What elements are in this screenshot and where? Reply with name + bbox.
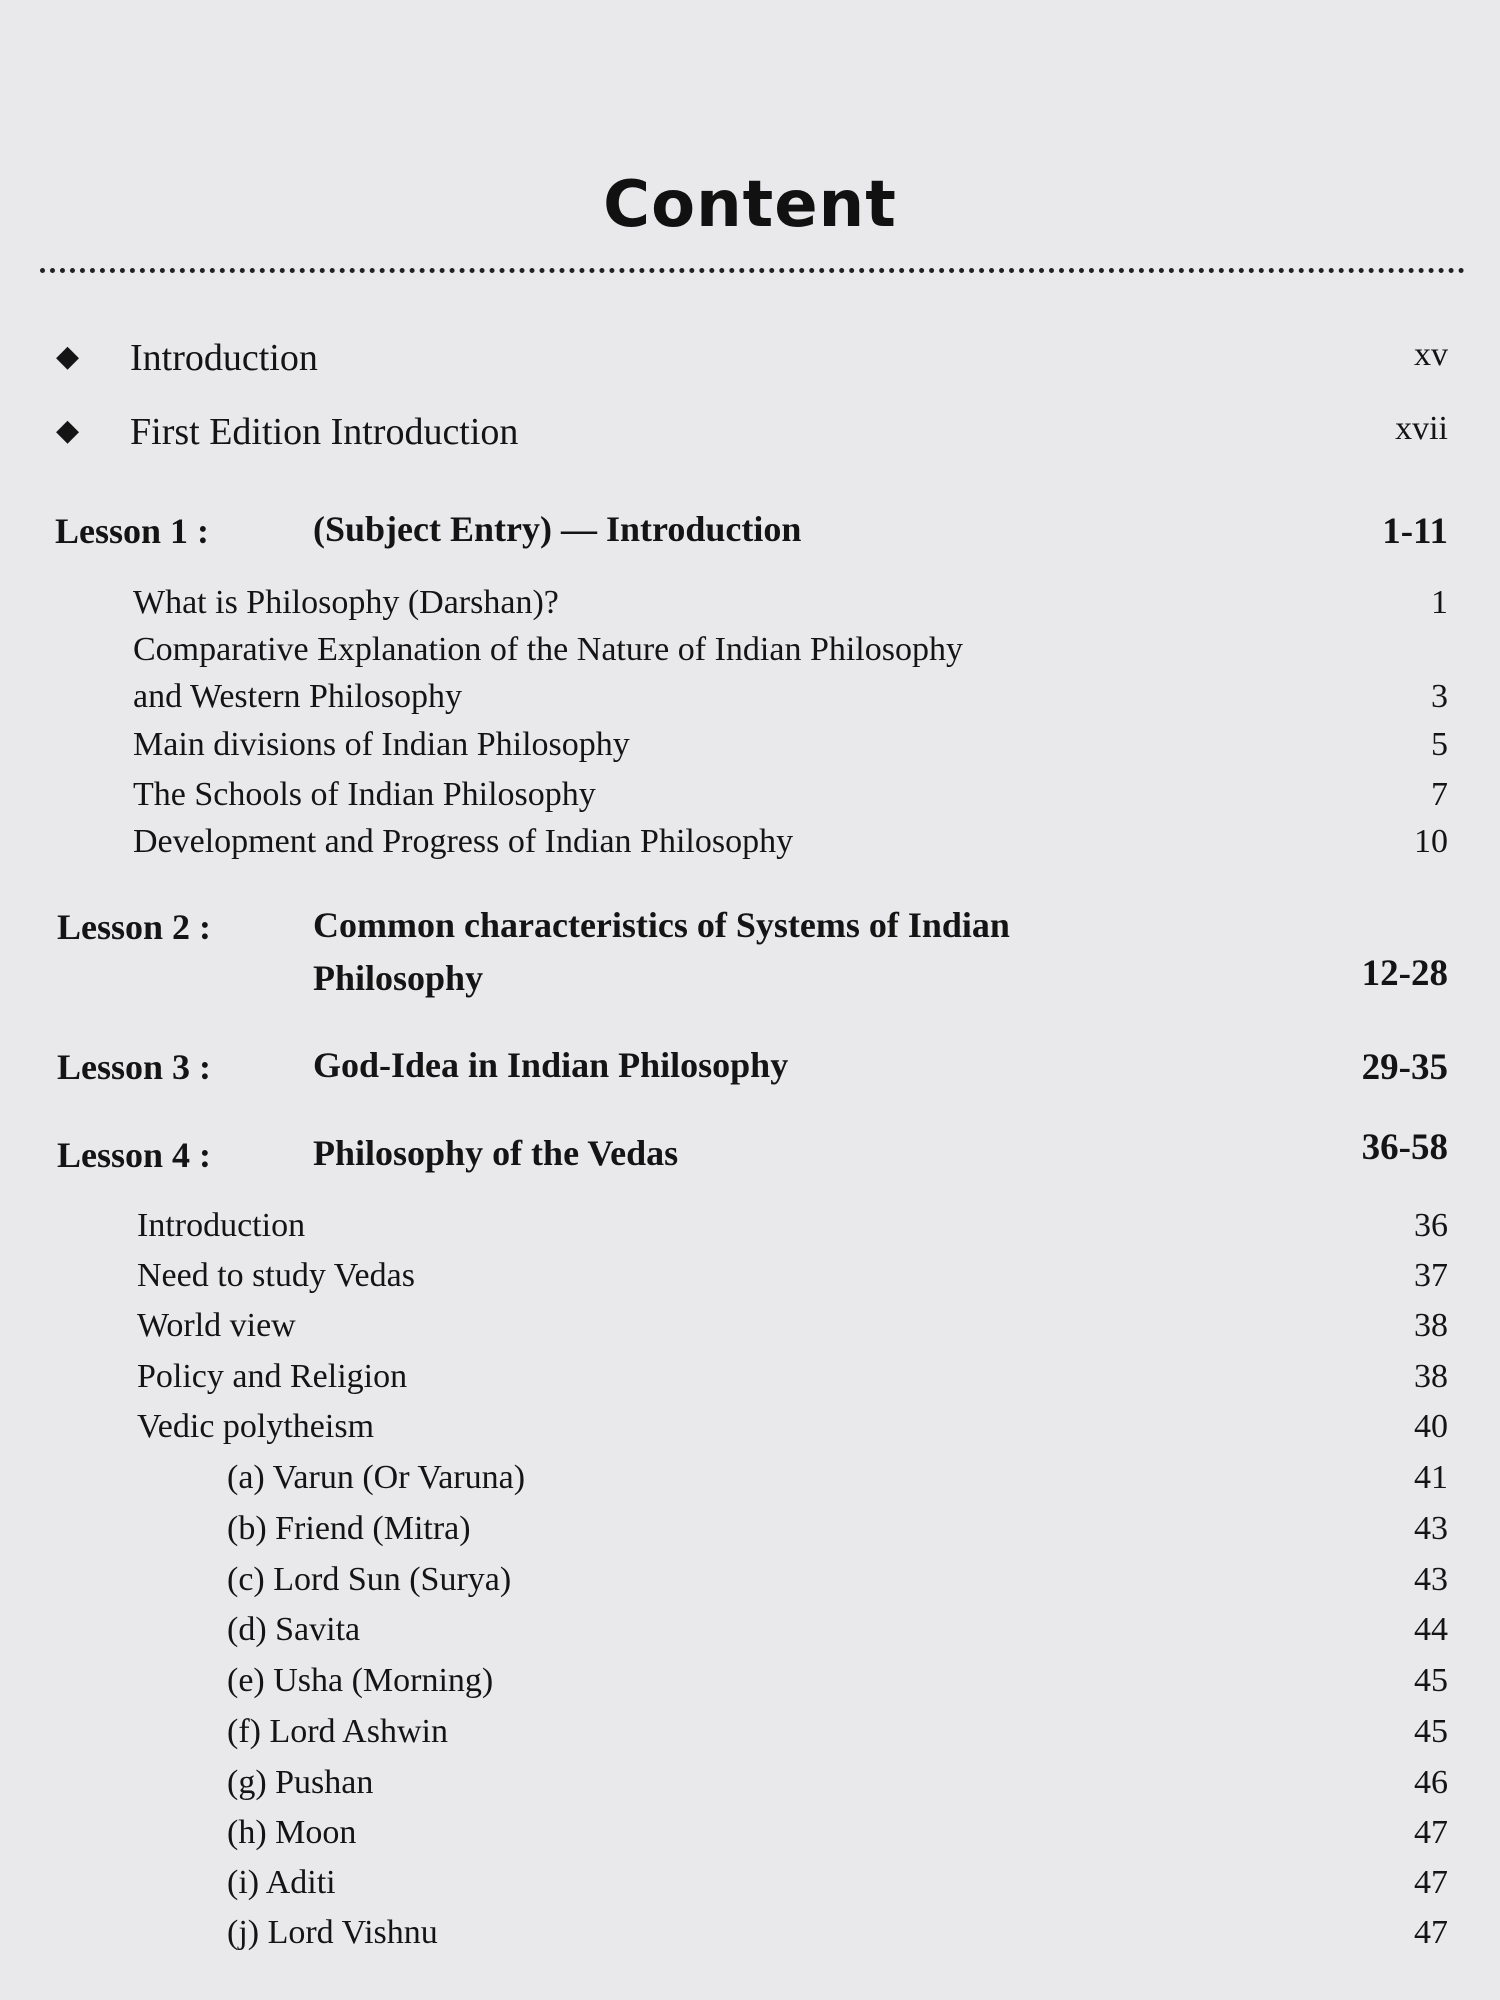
subitem-page: 45 xyxy=(1414,1662,1448,1699)
lesson-title: God-Idea in Indian Philosophy xyxy=(313,1045,789,1085)
subitem-page: 47 xyxy=(1414,1814,1448,1851)
page-title: Content xyxy=(603,168,897,242)
subitem-label: (g) Pushan xyxy=(227,1764,374,1801)
item-label: Development and Progress of Indian Philosophy xyxy=(133,823,794,860)
item-page: 1 xyxy=(1431,584,1448,621)
item-page: 38 xyxy=(1414,1358,1448,1395)
subitem-label: (b) Friend (Mitra) xyxy=(227,1510,471,1547)
subitem-page: 45 xyxy=(1414,1713,1448,1750)
item-label: Comparative Explanation of the Nature of Indian Philosophy xyxy=(133,631,963,668)
item-label: Need to study Vedas xyxy=(137,1257,415,1294)
lesson-number: Lesson 3 : xyxy=(57,1047,212,1087)
item-label: Main divisions of Indian Philosophy xyxy=(133,726,630,763)
lesson-pages: 29-35 xyxy=(1361,1047,1448,1088)
item-page: 36 xyxy=(1414,1207,1448,1244)
subitem-page: 41 xyxy=(1414,1459,1448,1496)
subitem-label: (f) Lord Ashwin xyxy=(227,1713,448,1750)
lesson-number: Lesson 1 : xyxy=(55,511,210,551)
subitem-label: (j) Lord Vishnu xyxy=(227,1914,438,1951)
lesson-title-line-2: Philosophy xyxy=(313,958,484,998)
subitem-page: 47 xyxy=(1414,1864,1448,1901)
item-page: 3 xyxy=(1431,678,1448,715)
subitem-page: 44 xyxy=(1414,1611,1448,1648)
diamond-bullet-icon: ◆ xyxy=(56,414,80,447)
entry-page: xvii xyxy=(1395,410,1448,447)
item-label: and Western Philosophy xyxy=(133,678,463,715)
subitem-label: (h) Moon xyxy=(227,1814,357,1851)
lesson-title: (Subject Entry) — Introduction xyxy=(313,509,802,549)
lesson-pages: 1-11 xyxy=(1382,511,1448,552)
subitem-page: 43 xyxy=(1414,1510,1448,1547)
lesson-number: Lesson 2 : xyxy=(57,907,212,947)
item-label: Vedic polytheism xyxy=(137,1408,375,1445)
dotted-divider xyxy=(40,268,1465,273)
item-page: 40 xyxy=(1414,1408,1448,1445)
item-label: Introduction xyxy=(137,1207,306,1244)
diamond-bullet-icon: ◆ xyxy=(56,340,80,373)
entry-page: xv xyxy=(1414,336,1448,373)
item-page: 10 xyxy=(1414,823,1448,860)
item-page: 5 xyxy=(1431,726,1448,763)
subitem-label: (e) Usha (Morning) xyxy=(227,1662,494,1699)
subitem-page: 46 xyxy=(1414,1764,1448,1801)
item-page: 37 xyxy=(1414,1257,1448,1294)
lesson-title-line-1: Common characteristics of Systems of Indian xyxy=(313,905,1010,945)
item-page: 7 xyxy=(1431,776,1448,813)
subitem-page: 47 xyxy=(1414,1914,1448,1951)
item-label: What is Philosophy (Darshan)? xyxy=(133,584,559,621)
item-label: World view xyxy=(137,1307,296,1344)
subitem-label: (a) Varun (Or Varuna) xyxy=(227,1459,526,1496)
item-label: Policy and Religion xyxy=(137,1358,408,1395)
item-page: 38 xyxy=(1414,1307,1448,1344)
lesson-pages: 36-58 xyxy=(1361,1127,1448,1168)
entry-label: Introduction xyxy=(130,337,318,379)
subitem-label: (i) Aditi xyxy=(227,1864,336,1901)
item-label: The Schools of Indian Philosophy xyxy=(133,776,596,813)
subitem-page: 43 xyxy=(1414,1561,1448,1598)
entry-label: First Edition Introduction xyxy=(130,411,519,453)
subitem-label: (c) Lord Sun (Surya) xyxy=(227,1561,512,1598)
lesson-number: Lesson 4 : xyxy=(57,1135,212,1175)
subitem-label: (d) Savita xyxy=(227,1611,361,1648)
lesson-title: Philosophy of the Vedas xyxy=(313,1133,679,1173)
lesson-pages: 12-28 xyxy=(1361,953,1448,994)
